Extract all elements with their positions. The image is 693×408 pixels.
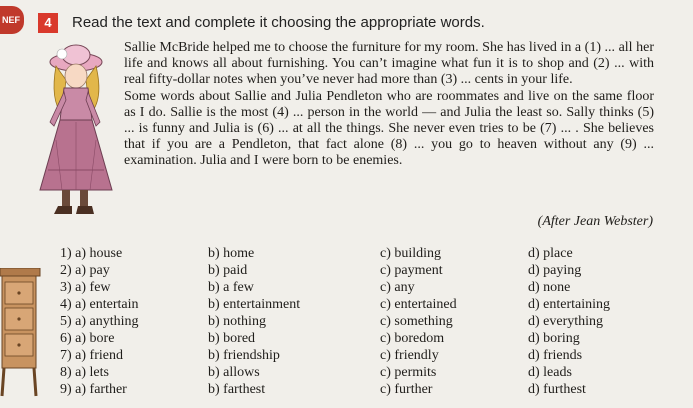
option-c[interactable]: c) boredom [380, 331, 445, 346]
option-b[interactable]: b) friendship [208, 348, 280, 363]
option-row-9 [60, 381, 680, 398]
option-d[interactable]: d) friends [528, 348, 583, 363]
option-d[interactable]: d) boring [528, 331, 580, 346]
option-row-2 [60, 262, 680, 279]
option-row-7 [60, 347, 680, 364]
option-d[interactable]: d) everything [528, 314, 604, 329]
option-c[interactable]: c) further [380, 382, 433, 397]
option-a[interactable]: 7) a) friend [60, 348, 123, 363]
option-b[interactable]: b) bored [208, 331, 256, 346]
option-d[interactable]: d) none [528, 280, 571, 295]
source-attribution: (After Jean Webster) [537, 214, 653, 229]
option-d[interactable]: d) leads [528, 365, 572, 380]
option-c[interactable]: c) building [380, 246, 442, 261]
instruction-text: Read the text and complete it choosing the appropriate words. [72, 14, 485, 31]
option-row-8 [60, 364, 680, 381]
option-c[interactable]: c) any [380, 280, 415, 295]
option-c[interactable]: c) something [380, 314, 453, 329]
option-a[interactable]: 4) a) entertain [60, 297, 139, 312]
exercise-number: 4 [38, 13, 58, 33]
girl-illustration [32, 40, 122, 220]
answer-options [60, 245, 680, 398]
option-b[interactable]: b) nothing [208, 314, 266, 329]
option-a[interactable]: 5) a) anything [60, 314, 139, 329]
option-c[interactable]: c) entertained [380, 297, 457, 312]
option-a[interactable]: 6) a) bore [60, 331, 115, 346]
option-d[interactable]: d) paying [528, 263, 582, 278]
option-d[interactable]: d) place [528, 246, 573, 261]
option-row-3 [60, 279, 680, 296]
option-b[interactable]: b) entertainment [208, 297, 301, 312]
paragraph-2: Some words about Sallie and Julia Pendleton who are roommates and live on the same floor as I do. Sallie is the most (4) ... person in the world — and Julia the least so. Sally thinks (5) ... is funny and Julia is (6) ... at all the things. She never even tries to be (7) ... . She believes that if you are a Pendleton, that fact alone (8) ... you go to heaven without any (9) ... examination. Julia and I were born to be enemies. [124, 88, 654, 169]
option-a[interactable]: 8) a) lets [60, 365, 109, 380]
option-a[interactable]: 9) a) farther [60, 382, 127, 397]
option-d[interactable]: d) furthest [528, 382, 586, 397]
option-b[interactable]: b) allows [208, 365, 260, 380]
option-row-6 [60, 330, 680, 347]
option-b[interactable]: b) paid [208, 263, 248, 278]
option-c[interactable]: c) permits [380, 365, 437, 380]
option-row-1 [60, 245, 680, 262]
option-a[interactable]: 1) a) house [60, 246, 123, 261]
option-b[interactable]: b) a few [208, 280, 254, 295]
option-row-4 [60, 296, 680, 313]
option-b[interactable]: b) farthest [208, 382, 266, 397]
reading-passage [124, 40, 654, 170]
option-a[interactable]: 2) a) pay [60, 263, 110, 278]
option-a[interactable]: 3) a) few [60, 280, 111, 295]
paragraph-1: Sallie McBride helped me to choose the furniture for my room. She has lived in a (1) ... all her life and knows all about furnishing. You can’t imagine what fun it is to shop and (2) ... with real fifty-dollar notes when you’ve never had more than (3) ... cents in your life. [124, 40, 654, 88]
option-b[interactable]: b) home [208, 246, 255, 261]
option-c[interactable]: c) payment [380, 263, 443, 278]
option-c[interactable]: c) friendly [380, 348, 439, 363]
logo-badge: NEF [0, 6, 24, 34]
option-row-5 [60, 313, 680, 330]
dresser-illustration [0, 268, 46, 398]
option-d[interactable]: d) entertaining [528, 297, 611, 312]
